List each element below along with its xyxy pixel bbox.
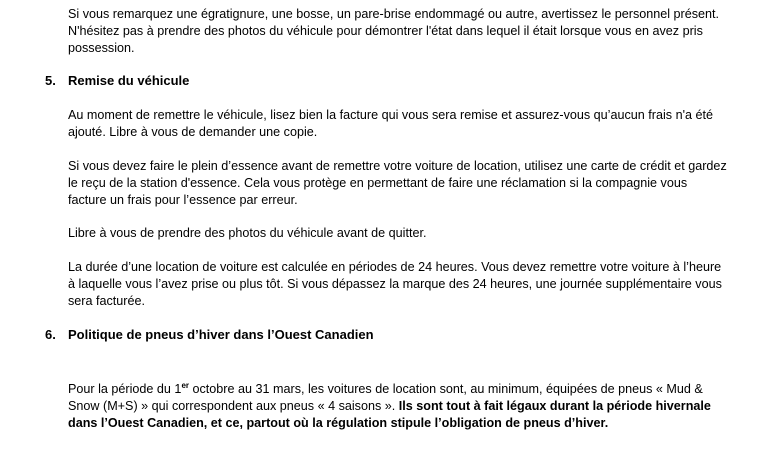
section-5-title: Remise du véhicule [68,73,190,88]
intro-paragraph: Si vous remarquez une égratignure, une bosse, un pare-brise endommagé ou autre, avertissez le personnel présent. N'hésitez pas à prendre des photos du véhicule pour démontrer l'état dans lequel il était lorsque vous en avez pris possession. [68,7,720,55]
section-5-paragraph-4: La durée d’une location de voiture est calculée en périodes de 24 heures. Vous devez remettre votre voiture à l’heure à laquelle vous l’avez prise ou plus tôt. Si vous dépassez la marque des 24 heures, une journée supplémentaire vous sera facturée. [68,260,722,308]
section-6-number: 6. [45,327,56,342]
section-6-paragraph [68,381,728,432]
section-5-number: 5. [45,73,56,88]
ordinal-superscript: er [181,381,189,390]
section-6-title: Politique de pneus d’hiver dans l’Ouest Canadien [68,327,374,342]
section-5-paragraph-3: Libre à vous de prendre des photos du véhicule avant de quitter. [68,226,427,240]
section-6-heading [45,326,374,344]
section-5-paragraph-2: Si vous devez faire le plein d’essence avant de remettre votre voiture de location, utilisez une carte de crédit et gardez le reçu de la station d'essence. Cela vous protège en permettant de faire une réclamation si la compagnie vous facture un frais pour l’essence par erreur. [68,159,727,207]
section-6-text-rest: octobre au 31 mars, les voitures de location sont, au minimum, équipées de pneus « Mud & Snow (M+S) » qui correspondent aux pneus « 4 saisons ». [68,382,703,413]
section-6-bold-text: Ils sont tout à fait légaux durant la période hivernale dans l’Ouest Canadien, et ce, partout où la régulation stipule l’obligation de pneus d’hiver. [68,399,711,430]
section-6-text-start: Pour la période du 1 [68,382,182,396]
section-5-paragraph-1: Au moment de remettre le véhicule, lisez bien la facture qui vous sera remise et assurez-vous qu’aucun frais n'a été ajouté. Libre à vous de demander une copie. [68,108,714,139]
section-5-heading [45,72,189,90]
